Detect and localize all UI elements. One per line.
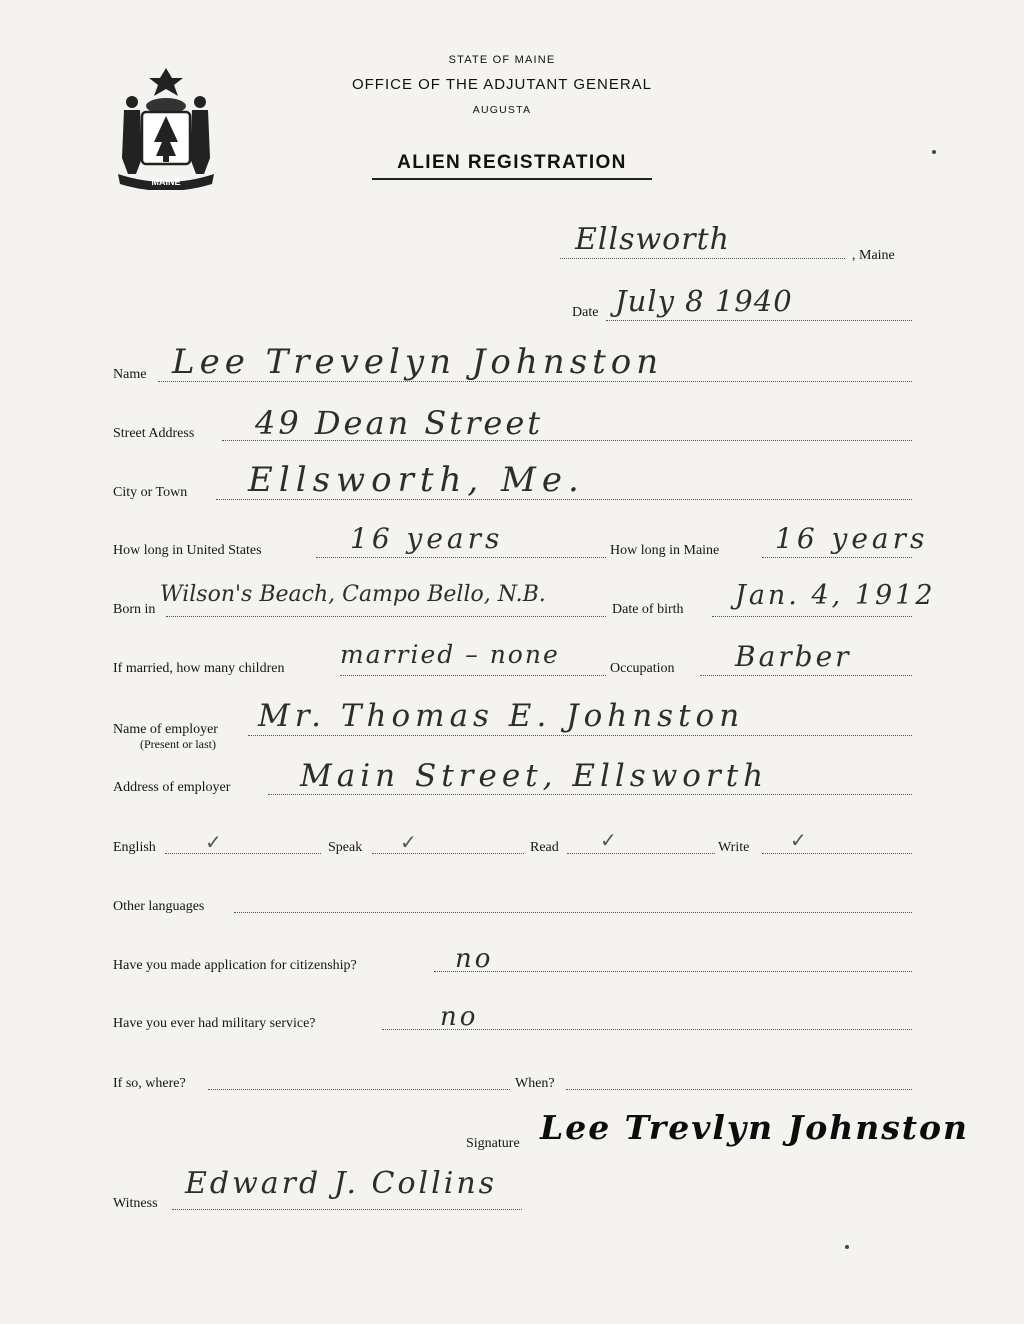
witness-value: Edward J. Collins	[185, 1166, 498, 1201]
write-check: ✓	[790, 828, 807, 852]
how-long-us-label: How long in United States	[113, 543, 262, 558]
address-of-employer-label: Address of employer	[113, 780, 231, 795]
born-in-line	[166, 616, 606, 617]
english-label: English	[113, 840, 156, 855]
when-label: When?	[515, 1076, 555, 1091]
married-children-value: married – none	[340, 640, 560, 669]
other-languages-label: Other languages	[113, 899, 205, 914]
signature-value: Lee Trevlyn Johnston	[540, 1108, 970, 1147]
speak-label: Speak	[328, 840, 363, 855]
seal-text: MAINE	[151, 177, 181, 187]
city-or-town-value: Ellsworth, Me.	[248, 460, 585, 500]
read-line	[567, 853, 715, 854]
speak-check: ✓	[400, 830, 417, 854]
street-address-line	[222, 440, 912, 441]
military-value: no	[440, 1002, 479, 1032]
employer-address-value: Main Street, Ellsworth	[300, 758, 769, 794]
signature-label: Signature	[466, 1136, 520, 1151]
occupation-value: Barber	[735, 640, 852, 673]
date-label: Date	[572, 305, 599, 320]
occupation-label: Occupation	[610, 661, 675, 676]
present-or-last-label: (Present or last)	[140, 737, 216, 751]
stray-ink-mark	[932, 150, 936, 154]
if-so-where-label: If so, where?	[113, 1076, 186, 1091]
header-office: OFFICE OF THE ADJUTANT GENERAL	[351, 76, 653, 93]
street-address-label: Street Address	[113, 426, 195, 441]
witness-label: Witness	[113, 1196, 158, 1211]
date-of-birth-value: Jan. 4, 1912	[735, 580, 936, 611]
read-label: Read	[530, 840, 559, 855]
how-long-maine-value: 16 years	[775, 522, 929, 555]
city-or-town-line	[216, 499, 912, 500]
english-line	[165, 853, 321, 854]
stray-ink-mark	[845, 1245, 849, 1249]
form-title: ALIEN REGISTRATION	[397, 152, 627, 173]
born-in-value: Wilson's Beach, Campo Bello, N.B.	[160, 582, 546, 607]
married-children-line	[340, 675, 606, 676]
english-check: ✓	[205, 830, 222, 854]
born-in-label: Born in	[113, 602, 156, 617]
maine-label: , Maine	[852, 248, 895, 263]
if-married-label: If married, how many children	[113, 661, 285, 676]
speak-line	[372, 853, 524, 854]
date-of-birth-label: Date of birth	[612, 602, 684, 617]
read-check: ✓	[600, 828, 617, 852]
other-languages-line	[234, 912, 912, 913]
how-long-us-line	[316, 557, 606, 558]
title-underline	[372, 178, 652, 180]
witness-line	[172, 1209, 522, 1210]
occupation-line	[700, 675, 912, 676]
date-line	[606, 320, 912, 321]
how-long-maine-label: How long in Maine	[610, 543, 720, 558]
employer-address-line	[268, 794, 912, 795]
town-line	[560, 258, 845, 259]
name-of-employer-label: Name of employer	[113, 722, 218, 737]
if-so-where-line	[208, 1089, 510, 1090]
header-city: AUGUSTA	[472, 104, 532, 116]
employer-name-line	[248, 735, 912, 736]
how-long-maine-line	[762, 557, 912, 558]
employer-name-value: Mr. Thomas E. Johnston	[258, 698, 745, 734]
citizenship-line	[434, 971, 912, 972]
how-long-us-value: 16 years	[350, 522, 504, 555]
citizenship-label: Have you made application for citizenship?	[113, 958, 357, 973]
date-of-birth-line	[712, 616, 912, 617]
citizenship-value: no	[455, 944, 494, 974]
date-value: July 8 1940	[615, 284, 793, 318]
when-line	[566, 1089, 912, 1090]
military-label: Have you ever had military service?	[113, 1016, 316, 1031]
street-address-value: 49 Dean Street	[255, 404, 544, 442]
write-line	[762, 853, 912, 854]
name-line	[158, 381, 912, 382]
write-label: Write	[718, 840, 750, 855]
name-value: Lee Trevelyn Johnston	[172, 342, 664, 382]
town-value: Ellsworth	[575, 222, 730, 257]
city-or-town-label: City or Town	[113, 485, 188, 500]
military-line	[382, 1029, 912, 1030]
name-label: Name	[113, 367, 147, 382]
header-state: STATE OF MAINE	[448, 54, 556, 66]
